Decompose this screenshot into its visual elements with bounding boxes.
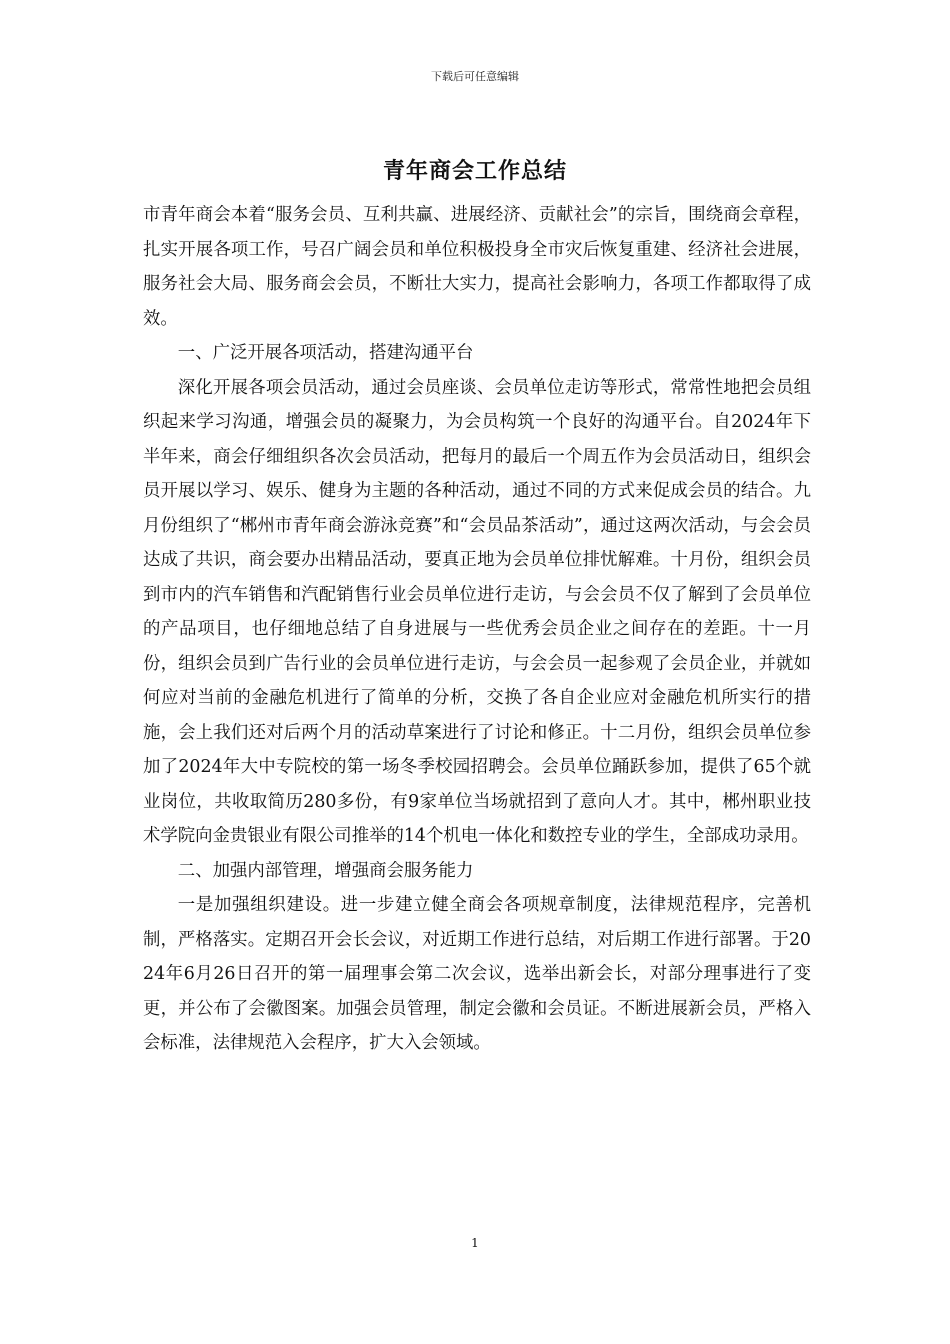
section-2-paragraph: 一是加强组织建设。进一步建立健全商会各项规章制度，法律规范程序，完善机制，严格落实。定期召开会长会议，对近期工作进行总结，对后期工作进行部署。于2024年6月26日召开的第一届理事会第二次会议，选举出新会长，对部分理事进行了变更，并公布了会徽图案。加强会员管理，制定会徽和会员证。不断进展新会员，严格入会标准，法律规范入会程序，扩大入会领域。	[143, 895, 811, 1053]
section-1-paragraph: 深化开展各项会员活动，通过会员座谈、会员单位走访等形式，常常性地把会员组织起来学习沟通，增强会员的凝聚力，为会员构筑一个良好的沟通平台。自2024年下半年来，商会仔细组织各次会员活动，把每月的最后一个周五作为会员活动日，组织会员开展以学习、娱乐、健身为主题的各种活动，通过不同的方式来促成会员的结合。九月份组织了“郴州市青年商会游泳竞赛”和“会员品茶活动”，通过这两次活动，与会会员达成了共识，商会要办出精品活动，要真正地为会员单位排忧解难。十月份，组织会员到市内的汽车销售和汽配销售行业会员单位进行走访，与会会员不仅了解到了会员单位的产品项目，也仔细地总结了自身进展与一些优秀会员企业之间存在的差距。十一月份，组织会员到广告行业的会员单位进行走访，与会会员一起参观了会员企业，并就如何应对当前的金融危机进行了简单的分析，交换了各自企业应对金融危机所实行的措施，会上我们还对后两个月的活动草案进行了讨论和修正。十二月份，组织会员单位参加了2024年大中专院校的第一场冬季校园招聘会。会员单位踊跃参加，提供了65个就业岗位，共收取简历280多份，有9家单位当场就招到了意向人才。其中，郴州职业技术学院向金贵银业有限公司推举的14个机电一体化和数控专业的学生，全部成功录用。	[143, 377, 811, 846]
page-header-note: 下载后可任意编辑	[431, 70, 519, 83]
section-heading-2: 二、加强内部管理，增强商会服务能力	[177, 860, 474, 881]
section-heading-1: 一、广泛开展各项活动，搭建沟通平台	[177, 343, 474, 363]
document-body	[143, 170, 811, 1061]
page-number: 1	[471, 1236, 479, 1250]
document-title: 青年商会工作总结	[382, 158, 567, 184]
intro-paragraph: 市青年商会本着“服务会员、互利共赢、进展经济、贡献社会”的宗旨，围绕商会章程，扎实开展各项工作，号召广阔会员和单位积极投身全市灾后恢复重建、经济社会进展，服务社会大局、服务商会会员，不断壮大实力，提高社会影响力，各项工作都取得了成效。	[143, 205, 811, 329]
